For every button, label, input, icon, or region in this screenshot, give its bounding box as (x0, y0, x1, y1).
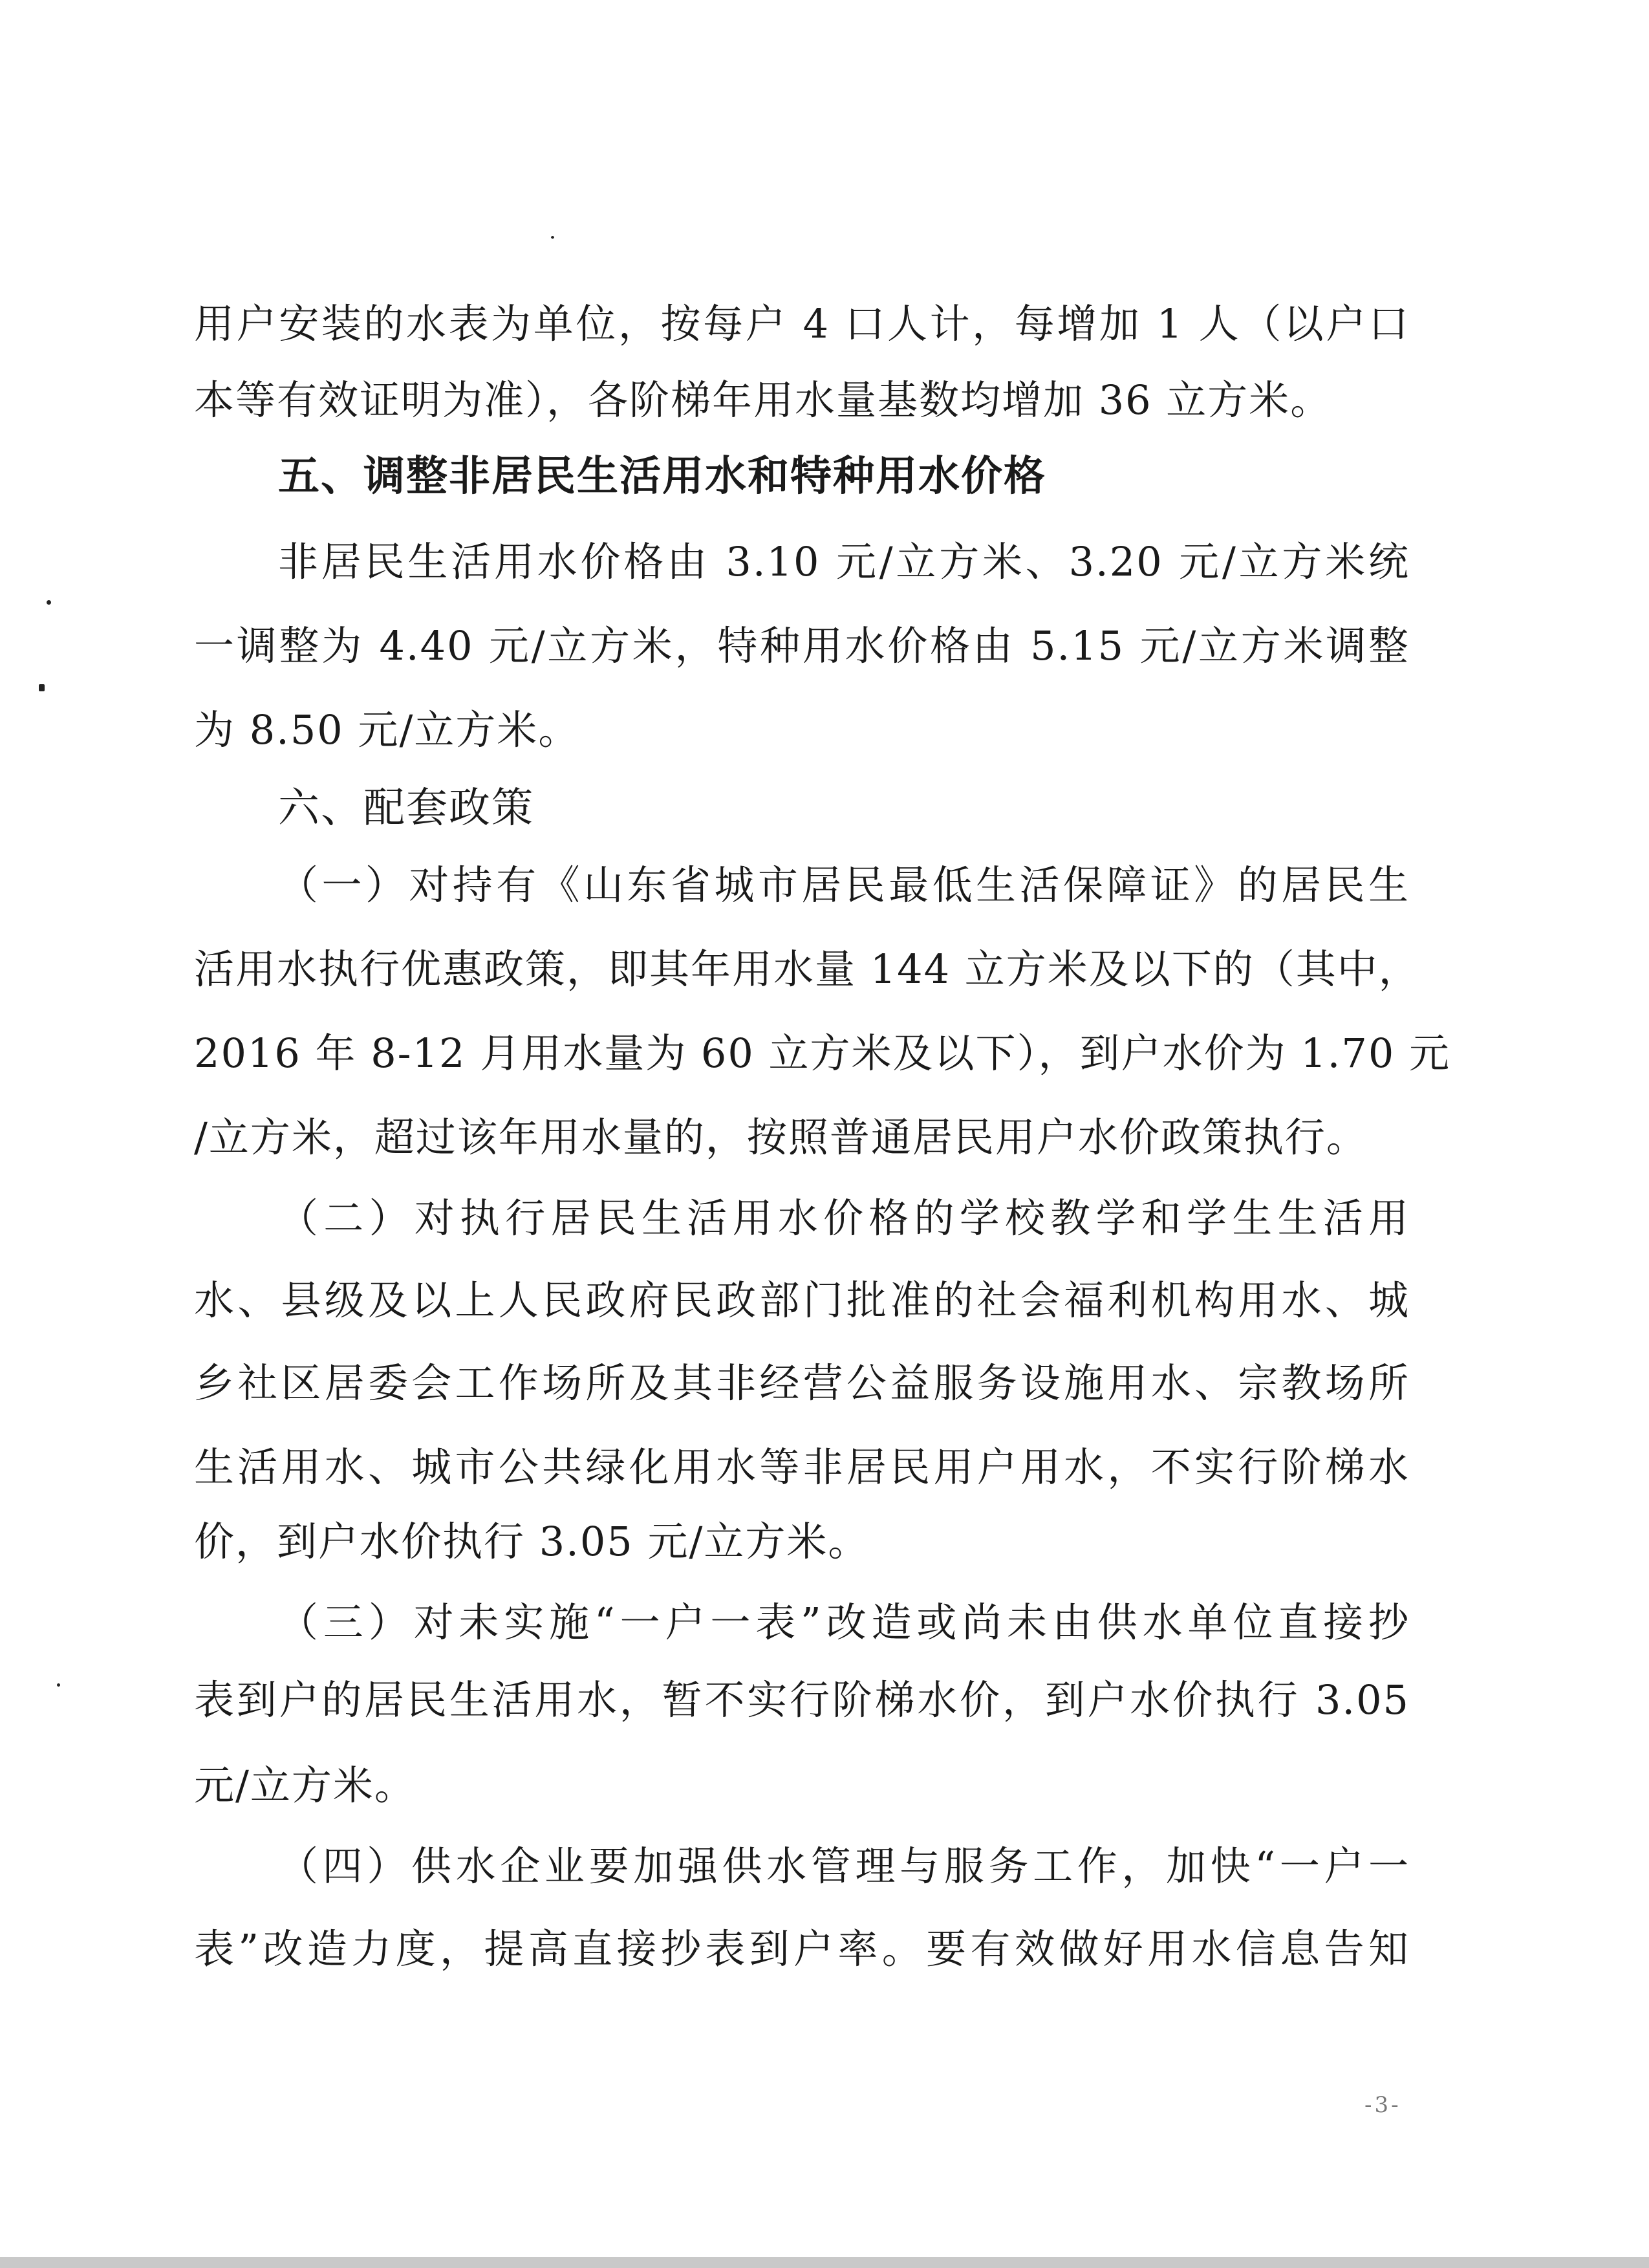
body-text-line: 一调整为 4.40 元/立方米，特种用水价格由 5.15 元/立方米调整 (194, 622, 1410, 669)
body-text-line: 非居民生活用水价格由 3.10 元/立方米、3.20 元/立方米统 (278, 538, 1410, 585)
body-text-line: （四）供水企业要加强供水管理与服务工作，加快“一户一 (278, 1842, 1410, 1890)
page-number: -3- (1364, 2092, 1401, 2118)
body-text-line: 活用水执行优惠政策，即其年用水量 144 立方米及以下的（其中， (194, 945, 1420, 993)
body-text-line: 表”改造力度，提高直接抄表到户率。要有效做好用水信息告知 (194, 1925, 1410, 1972)
body-text-line: （三）对未实施“一户一表”改造或尚未由供水单位直接抄 (278, 1599, 1410, 1646)
scan-speck (39, 684, 45, 691)
body-text-line: 2016 年 8-12 月用水量为 60 立方米及以下），到户水价为 1.70 元 (194, 1030, 1450, 1077)
body-text-line: （二）对执行居民生活用水价格的学校教学和学生生活用 (278, 1194, 1410, 1242)
body-text-line: 本等有效证明为准），各阶梯年用水量基数均增加 36 立方米。 (194, 376, 1332, 424)
section-heading-6: 六、配套政策 (278, 784, 534, 832)
scan-edge (0, 2257, 1649, 2268)
scan-speck (47, 600, 51, 605)
body-text-line: 元/立方米。 (194, 1762, 416, 1809)
scan-speck (57, 1683, 60, 1687)
body-text-line: 用户安装的水表为单位，按每户 4 口人计，每增加 1 人（以户口 (194, 300, 1410, 347)
scan-speck (551, 236, 554, 239)
section-heading-5: 五、调整非居民生活用水和特种用水价格 (278, 453, 1046, 501)
body-text-line: /立方米，超过该年用水量的，按照普通居民用户水价政策执行。 (194, 1114, 1368, 1161)
body-text-line: 水、县级及以上人民政府民政部门批准的社会福利机构用水、城 (194, 1277, 1410, 1324)
body-text-line: 乡社区居委会工作场所及其非经营公益服务设施用水、宗教场所 (194, 1359, 1410, 1407)
body-text-line: 为 8.50 元/立方米。 (194, 706, 580, 753)
body-text-line: 生活用水、城市公共绿化用水等非居民用户用水，不实行阶梯水 (194, 1443, 1410, 1491)
body-text-line: （一）对持有《山东省城市居民最低生活保障证》的居民生 (278, 861, 1410, 909)
body-text-line: 表到户的居民生活用水，暂不实行阶梯水价，到户水价执行 3.05 (194, 1676, 1410, 1723)
body-text-line: 价，到户水价执行 3.05 元/立方米。 (194, 1518, 870, 1565)
